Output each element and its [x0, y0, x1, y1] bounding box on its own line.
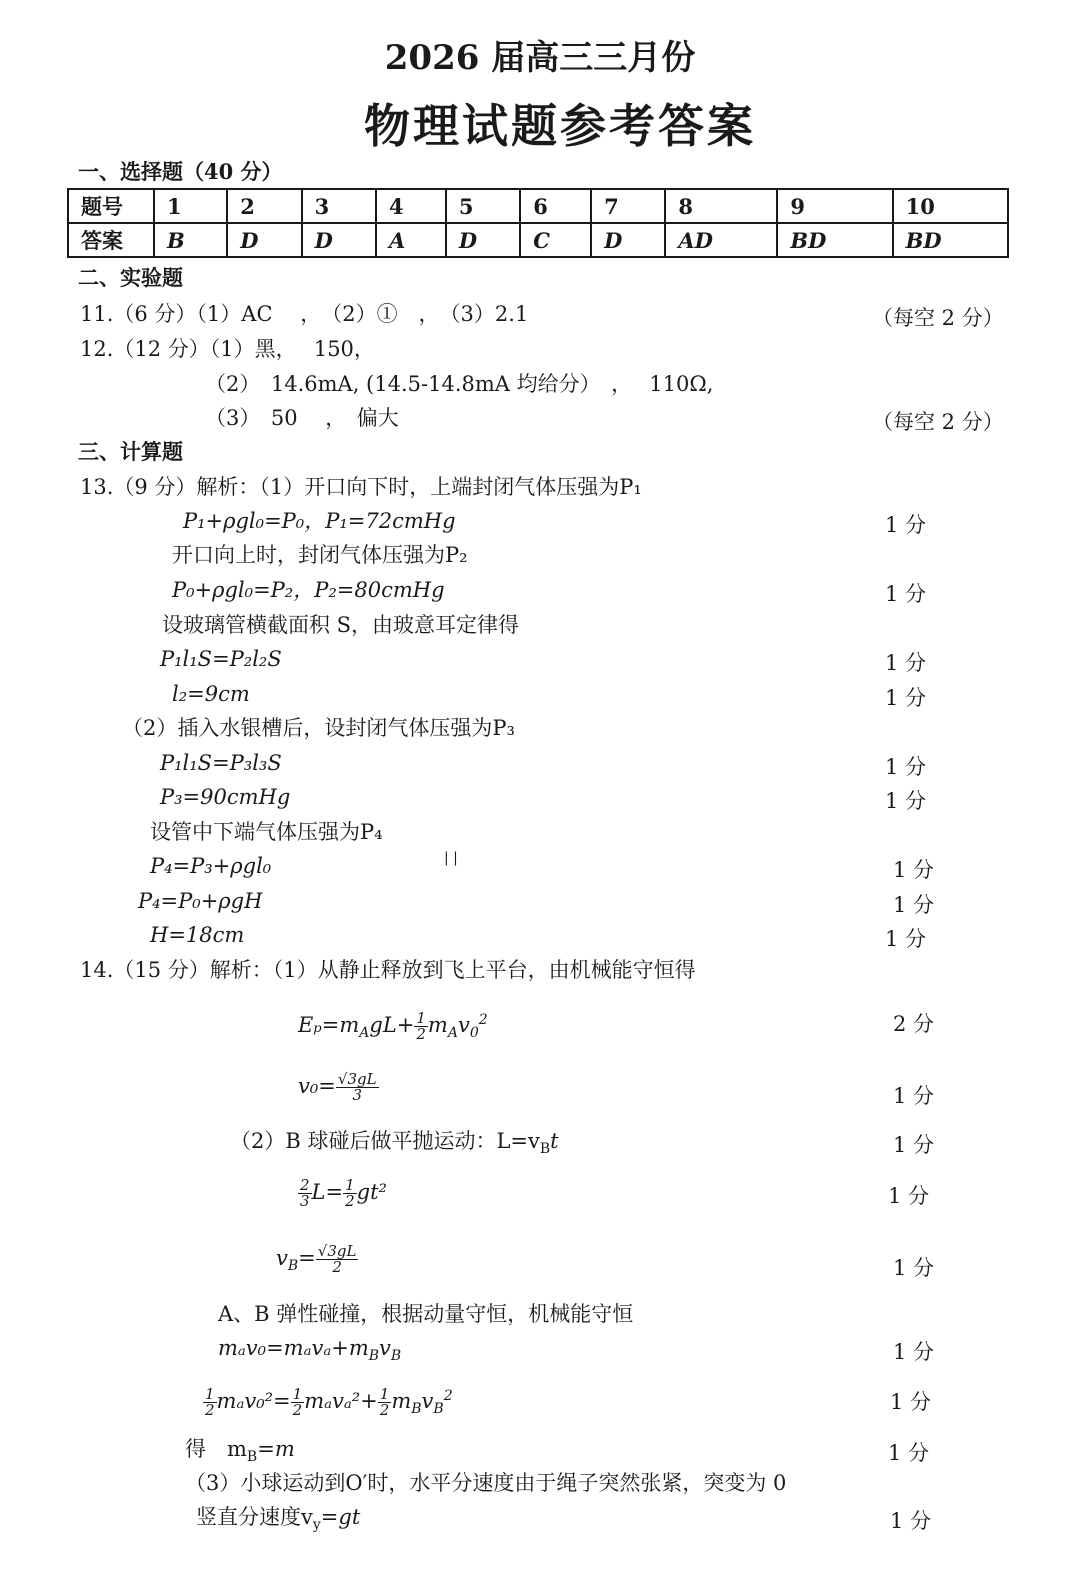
q13-heading: 13.（9 分）解析：（1）开口向下时，上端封闭气体压强为P₁: [80, 475, 642, 499]
number-cell: 1: [154, 189, 227, 223]
q13-line: 设玻璃管横截面积 S，由玻意耳定律得: [162, 613, 520, 637]
exam-title-line2: 物理试题参考答案: [364, 99, 756, 153]
answer-cell: AD: [665, 223, 777, 257]
q13-line: P₀+ρgl₀=P₂，P₂=80cmHg: [172, 578, 445, 602]
q14-collision: A、B 弹性碰撞，根据动量守恒，机械能守恒: [218, 1302, 634, 1326]
q14-score: 1 分: [893, 1256, 935, 1280]
q13-score: 1 分: [885, 789, 927, 813]
q12-line3: （3） 50 ， 偏大: [205, 406, 399, 430]
q11-answer: 11.（6 分）（1）AC ， （2）① ， （3）2.1: [80, 302, 529, 326]
q14-fall-equation: $\frac{2}{3}$ L= $\frac{1}{2}$ gt²: [300, 1176, 387, 1210]
q13-score: 1 分: [885, 927, 927, 951]
fraction-half: $\frac{1}{2}$: [379, 1385, 390, 1419]
q14-score: 1 分: [890, 1509, 932, 1533]
number-cell: 9: [777, 189, 892, 223]
number-cell: 8: [665, 189, 777, 223]
number-cell: 7: [591, 189, 665, 223]
q14-score: 1 分: [893, 1133, 935, 1157]
q13-line: （2）插入水银槽后，设封闭气体压强为P₃: [122, 716, 515, 740]
q13-score: 1 分: [885, 582, 927, 606]
answer-cell: C: [520, 223, 591, 257]
q14-momentum-equation: $m_av_0=m_av_a+m_Bv_B$: [218, 1336, 402, 1365]
q14-score: 2 分: [893, 1012, 935, 1036]
q14-score: 1 分: [893, 1084, 935, 1108]
q12-line1: 12.（12 分）（1）黑， 150，: [80, 337, 375, 361]
fraction-v0: $\frac{√3gL}{3}$: [337, 1070, 377, 1104]
q13-line: P₁+ρgl₀=P₀，P₁=72cmHg: [183, 509, 456, 533]
number-cell: 10: [893, 189, 1008, 223]
section3-title: 三、计算题: [78, 439, 183, 464]
fraction-half: $\frac{1}{2}$: [205, 1385, 215, 1419]
q13-line: P₄=P₃+ρgl₀: [150, 854, 272, 878]
answer-table: [67, 188, 1009, 258]
number-cell: 2: [227, 189, 301, 223]
q13-line: P₃=90cmHg: [160, 785, 291, 809]
q14-v0-equation: v₀= $\frac{√3gL}{3}$: [298, 1070, 377, 1104]
q14-score: 1 分: [893, 1340, 935, 1364]
q14-energy-equation: $E_p=m_AgL+$ $\frac{1}{2}$ $m_Av_0^2$: [298, 1009, 488, 1043]
q13-line: H=18cm: [150, 923, 245, 947]
q11-score: （每空 2 分）: [872, 306, 1004, 330]
q14-result: 得 $m_B=m$: [185, 1437, 295, 1466]
q14-heading: 14.（15 分）解析：（1）从静止释放到飞上平台，由机械能守恒得: [80, 958, 696, 982]
q13-score: 1 分: [885, 755, 927, 779]
q14-score: 1 分: [888, 1441, 930, 1465]
q13-line: P₁l₁S=P₃l₃S: [160, 751, 282, 775]
answer-cell: D: [302, 223, 376, 257]
q14-vB-equation: $v_B=$ $\frac{√3gL}{2}$: [276, 1242, 357, 1276]
table-row-answers: [68, 223, 1008, 257]
q13-line: l₂=9cm: [172, 682, 250, 706]
row-label-answer: 答案: [68, 223, 154, 257]
fraction-two-thirds: $\frac{2}{3}$: [300, 1176, 310, 1210]
fraction-half: $\frac{1}{2}$: [292, 1385, 303, 1419]
q14-energy2-equation: $\frac{1}{2}$ mₐv₀²= $\frac{1}{2}$ mₐvₐ²+ $\frac{1}{2}$ $m_Bv_B^2$: [205, 1385, 453, 1419]
table-row-numbers: [68, 189, 1008, 223]
q12-line2: （2） 14.6mA, (14.5-14.8mA 均给分） ， 110Ω,: [205, 372, 714, 396]
answer-cell: BD: [777, 223, 892, 257]
q13-score: 1 分: [885, 651, 927, 675]
answer-cell: D: [446, 223, 520, 257]
answer-cell: B: [154, 223, 227, 257]
q14-part3: （3）小球运动到O′时，水平分速度由于绳子突然张紧，突变为 0: [185, 1471, 787, 1495]
number-cell: 5: [446, 189, 520, 223]
q12-score: （每空 2 分）: [872, 410, 1004, 434]
number-cell: 3: [302, 189, 376, 223]
q13-line: 开口向上时，封闭气体压强为P₂: [172, 543, 468, 567]
answer-cell: D: [591, 223, 665, 257]
q13-score: 1 分: [893, 893, 935, 917]
fraction-vB: $\frac{√3gL}{2}$: [317, 1242, 357, 1276]
q13-line: P₄=P₀+ρgH: [138, 889, 263, 913]
q14-part2: （2）B 球碰后做平抛运动：$L=v_Bt$: [230, 1129, 559, 1158]
q14-vy: 竖直分速度$v_y=gt$: [196, 1505, 361, 1534]
answer-cell: BD: [893, 223, 1008, 257]
q13-score: 1 分: [893, 858, 935, 882]
section1-title: 一、选择题（40 分）: [78, 159, 283, 184]
row-label-number: 题号: [68, 189, 154, 223]
answer-cell: A: [376, 223, 446, 257]
fraction-half: $\frac{1}{2}$: [345, 1176, 355, 1210]
q13-line: 设管中下端气体压强为P₄: [150, 820, 383, 844]
fraction-half: $\frac{1}{2}$: [416, 1009, 426, 1043]
exam-title-line1: 2026 届高三三月份: [384, 38, 696, 78]
q13-score: 1 分: [885, 686, 927, 710]
answer-cell: D: [227, 223, 301, 257]
number-cell: 6: [520, 189, 591, 223]
q14-score: 1 分: [888, 1184, 930, 1208]
q14-score: 1 分: [890, 1390, 932, 1414]
q13-score: 1 分: [885, 513, 927, 537]
stray-mark: | |: [444, 850, 458, 866]
number-cell: 4: [376, 189, 446, 223]
q13-line: P₁l₁S=P₂l₂S: [160, 647, 282, 671]
section2-title: 二、实验题: [78, 265, 183, 290]
